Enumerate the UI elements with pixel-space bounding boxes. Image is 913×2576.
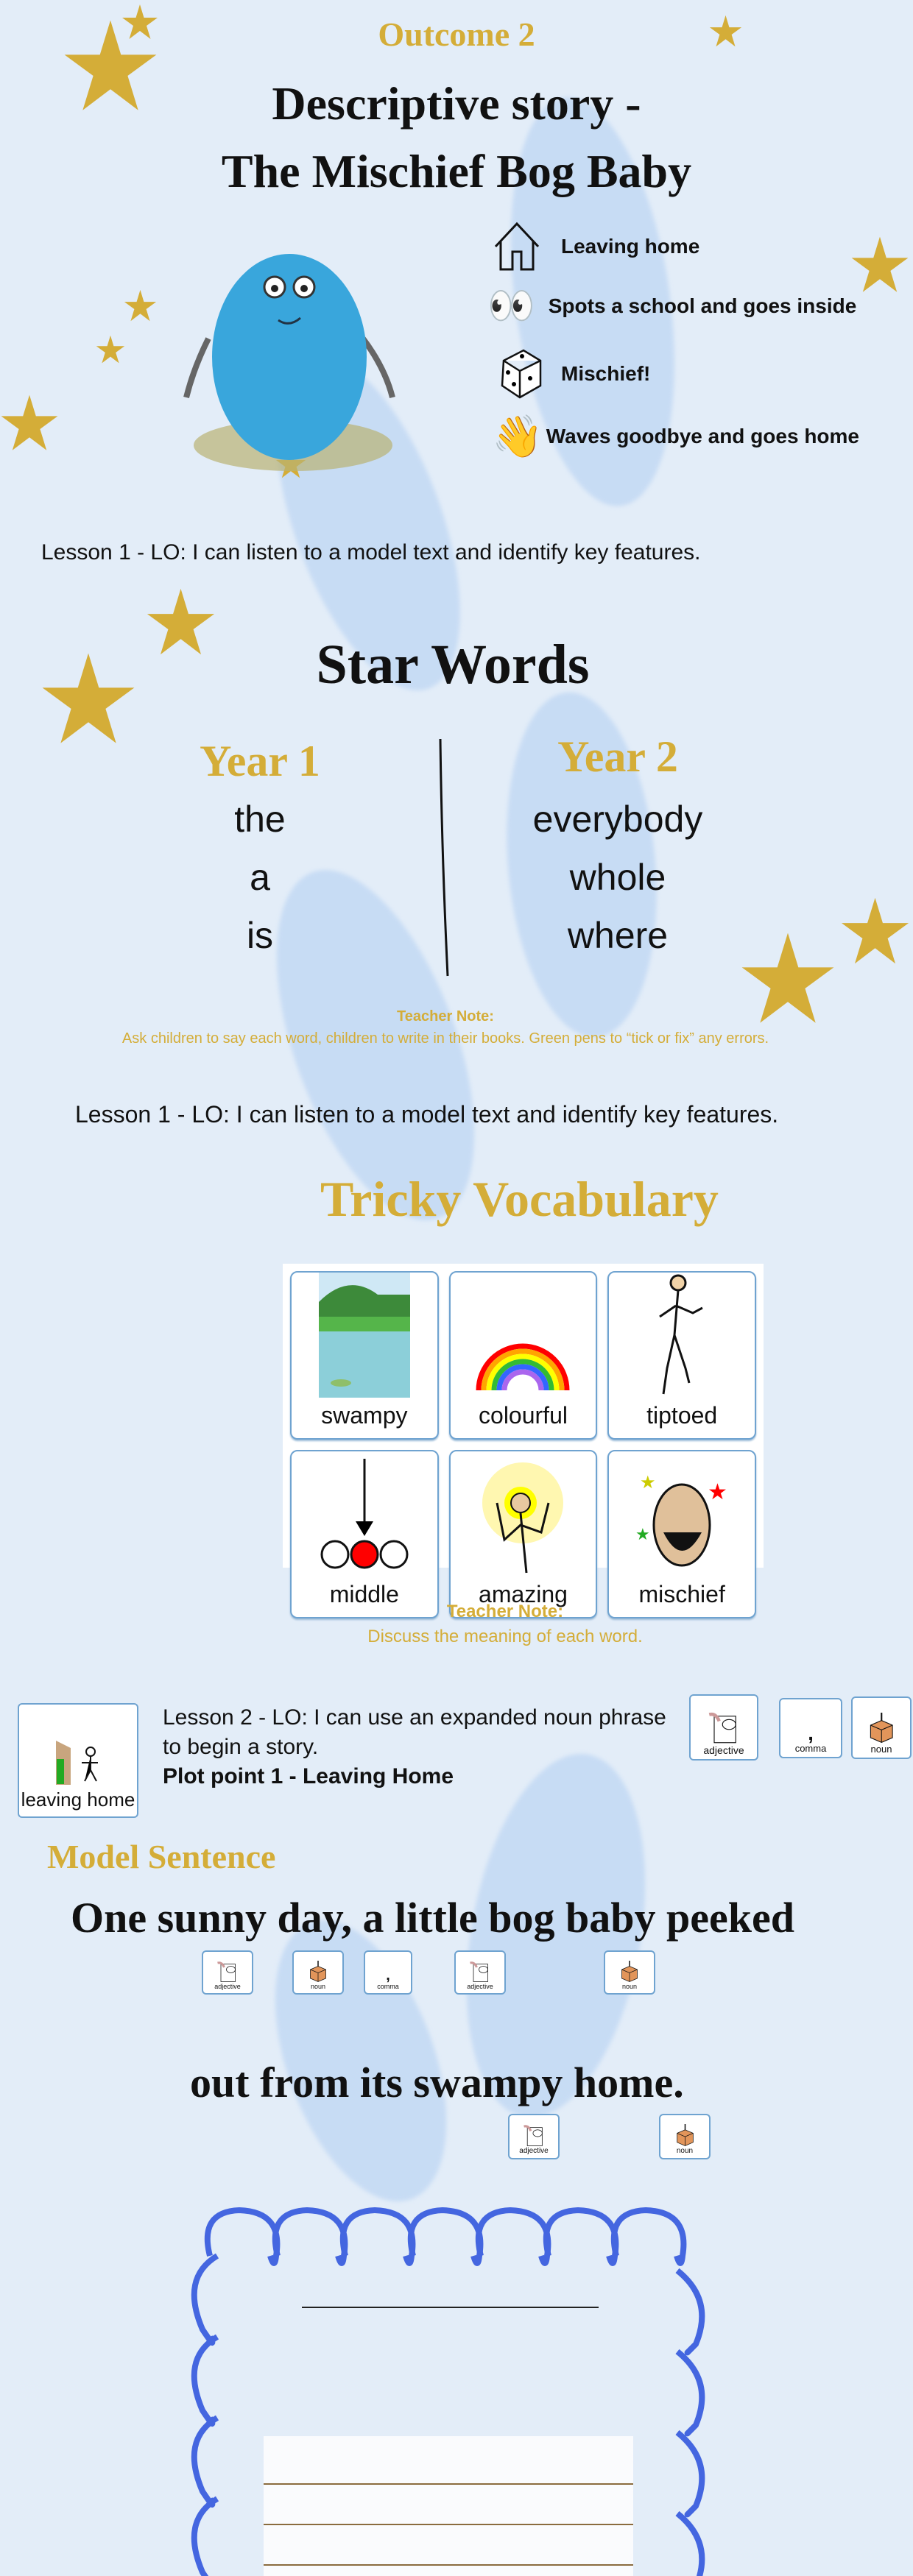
card-label: comma (377, 1983, 399, 1990)
noun-symbol-card (604, 1950, 655, 1995)
lesson-1-objective-repeat: Lesson 1 - LO: I can listen to a model text and identify key features. (75, 1101, 779, 1128)
objective-text: Lesson 2 - LO: I can use an expanded noun phrase to begin a story. (163, 1705, 666, 1759)
adjective-symbol-card (454, 1950, 506, 1995)
star-word: whole (569, 857, 666, 898)
model-sentence-heading: Model Sentence (47, 1838, 276, 1875)
svg-text:★: ★ (640, 1473, 656, 1493)
scalloped-writing-frame (188, 2197, 718, 2576)
year-1-words (186, 790, 334, 965)
noun-symbol-card (851, 1696, 912, 1759)
vocab-card-tiptoed (607, 1271, 756, 1440)
comma-icon: , (808, 1721, 814, 1744)
adjective-icon (523, 2124, 546, 2147)
amazing-person-icon (475, 1451, 571, 1577)
card-label: comma (794, 1743, 827, 1754)
card-label: adjective (467, 1983, 493, 1990)
title-line-2: The Mischief Bog Baby (221, 145, 692, 197)
adjective-icon (216, 1961, 239, 1983)
title-line-1: Descriptive story - (272, 77, 641, 130)
comma-symbol-card (779, 1698, 842, 1758)
star-word: everybody (532, 799, 703, 840)
comma-symbol-card (364, 1950, 412, 1995)
plot-point-waves-goodbye (492, 412, 859, 461)
vocab-card-amazing (449, 1450, 598, 1618)
plot-label: Mischief! (561, 362, 651, 385)
card-label: leaving home (21, 1788, 135, 1811)
teacher-note-text: Discuss the meaning of each word. (367, 1627, 643, 1646)
star-words-title: Star Words (316, 634, 590, 696)
tricky-vocabulary-title: Tricky Vocabulary (320, 1171, 719, 1227)
star-icon (0, 394, 59, 453)
teacher-note-text: Ask children to say each word, children to write in their books. Green pens to “tick or fix” any errors. (121, 1030, 769, 1047)
teacher-note-title: Teacher Note: (446, 1602, 564, 1621)
plot-point-mischief (498, 347, 650, 400)
lesson-2-objective (163, 1703, 678, 1791)
card-label: adjective (519, 2147, 549, 2155)
plot-label: Leaving home (561, 235, 700, 258)
vocab-card-mischief (607, 1450, 756, 1618)
eyes-icon: 👀 (487, 285, 535, 328)
star-icon (96, 335, 125, 364)
star-icon (124, 289, 157, 322)
card-label: adjective (703, 1744, 744, 1756)
outcome-label: Outcome 2 (378, 15, 535, 53)
adjective-icon (469, 1961, 491, 1983)
card-label: noun (676, 2147, 694, 2155)
model-sentence-line-1: One sunny day, a little bog baby peeked (71, 1894, 794, 1942)
star-word: is (246, 915, 274, 956)
vocab-word: tiptoed (646, 1402, 718, 1429)
card-label: noun (621, 1983, 638, 1990)
noun-box-icon (866, 1713, 898, 1744)
adjective-symbol-card (202, 1950, 253, 1995)
noun-symbol-card (659, 2114, 711, 2159)
teacher-note-title: Teacher Note: (397, 1008, 494, 1025)
svg-text:★: ★ (708, 1480, 728, 1504)
laughing-face-icon (634, 1459, 730, 1577)
noun-box-icon (307, 1961, 329, 1983)
tiptoe-figure-icon (652, 1273, 711, 1398)
star-icon (840, 896, 910, 966)
vocab-word: colourful (479, 1402, 568, 1429)
waving-hand-icon: 👋 (492, 413, 543, 459)
plot-point-spots-school (487, 283, 856, 328)
comma-icon: , (386, 1967, 390, 1984)
dice-icon (498, 347, 543, 400)
page-title (0, 70, 913, 205)
card-label: adjective (214, 1983, 241, 1990)
vocab-card-swampy (290, 1271, 439, 1440)
noun-box-icon (618, 1961, 641, 1983)
adjective-symbol-card (508, 2114, 560, 2159)
star-word: a (250, 857, 270, 898)
year-2-words (507, 790, 728, 965)
card-label: noun (310, 1983, 326, 1990)
swamp-icon (319, 1273, 410, 1398)
model-sentence-line-2: out from its swampy home. (190, 2059, 684, 2106)
lesson-1-objective: Lesson 1 - LO: I can listen to a model text and identify key features. (41, 540, 701, 565)
adjective-icon (708, 1711, 741, 1744)
noun-box-icon (674, 2124, 697, 2147)
card-label: noun (870, 1744, 892, 1755)
plot-label: Spots a school and goes inside (548, 294, 857, 317)
year-1-heading: Year 1 (200, 737, 320, 785)
rainbow-icon (475, 1317, 571, 1398)
bog-baby-illustration (164, 191, 407, 486)
adjective-symbol-card (689, 1694, 758, 1761)
year-2-heading: Year 2 (557, 732, 678, 781)
vocab-word: amazing (479, 1581, 568, 1607)
vocab-word: swampy (321, 1402, 408, 1429)
plot-label: Waves goodbye and goes home (546, 425, 859, 447)
plot-point-title: Plot point 1 - Leaving Home (163, 1764, 454, 1788)
star-word: where (567, 915, 669, 956)
vocab-word: mischief (638, 1581, 725, 1607)
vocab-card-colourful (449, 1271, 598, 1440)
middle-icon (319, 1459, 410, 1577)
svg-text:★: ★ (635, 1525, 650, 1543)
star-icon (850, 236, 909, 294)
vocabulary-grid (283, 1264, 764, 1607)
leaving-home-icon (52, 1737, 104, 1788)
house-icon (492, 221, 542, 272)
column-divider (433, 736, 455, 979)
noun-symbol-card (292, 1950, 344, 1995)
vocab-word: middle (329, 1581, 399, 1607)
plot-point-leaving-home (492, 221, 699, 272)
leaving-home-symbol-card (18, 1703, 138, 1818)
star-word: the (234, 799, 286, 840)
vocab-card-middle (290, 1450, 439, 1618)
